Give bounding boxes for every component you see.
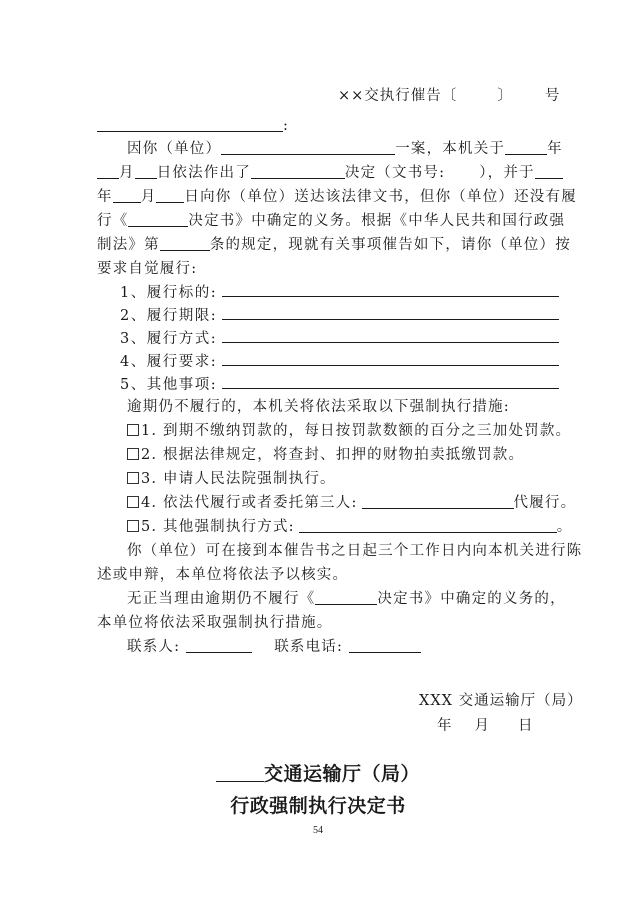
warning-line1 [97,587,566,611]
item-label: 5、其他事项: [120,377,218,393]
heading-title-text: 行政强制执行决定书 [230,795,406,817]
item-4 [120,350,217,374]
text: 你（单位）可在接到本催告书之日起三个工作日内向本机关进行陈 [127,543,583,559]
contact-phone-label: 联系电话: [274,639,344,655]
text: 制法》第 [97,237,160,253]
third-party-blank[interactable] [362,493,514,509]
item-4-blank[interactable] [222,364,559,366]
checkbox[interactable] [127,424,139,436]
page-number [0,825,636,836]
paragraph1-line3 [97,185,577,209]
contact-person-label: 联系人: [127,639,181,655]
text: 月 [119,165,135,181]
option-text: 1. 到期不缴纳罚款的，每日按罚款数额的百分之三加处罚款。 [141,423,572,439]
doc-number-bracket-close: 〕 [497,88,513,104]
paragraph1-line6 [97,257,562,281]
page-number-text: 54 [313,825,323,836]
doc-number-prefix: ××交执行催告〔 [338,88,458,104]
item-5-blank[interactable] [222,387,559,389]
text: 决定书》中确定的义务的， [377,591,566,607]
item-label: 3、履行方式: [120,331,218,347]
text: 决定书》中确定的义务。根据《中华人民共和国行政强 [188,213,566,229]
text: 日向你（单位）送达该法律文书，但你（单位）还没有履 [184,189,577,205]
contact-person-blank[interactable] [186,637,252,653]
option-1 [127,419,571,443]
text: 本单位将依法采取强制执行措施。 [97,615,333,631]
contact-phone-blank[interactable] [349,637,421,653]
date-year: 年 [437,718,453,734]
option-text: 3. 申请人民法院强制执行。 [141,471,336,487]
text: 行《 [97,213,129,229]
doc-number-suffix: 号 [544,88,561,104]
warning-decision-blank[interactable] [315,589,377,605]
decision-blank[interactable] [251,163,345,179]
contact-line [97,635,562,659]
text: 决定（文书号: [344,165,446,181]
option-4 [127,491,576,515]
text: 因你（单位） [127,141,222,157]
date-day: 日 [518,718,534,734]
item-label: 1、履行标的: [120,285,218,301]
article-blank[interactable] [160,235,210,251]
item-label: 2、履行期限: [120,308,218,324]
year-blank[interactable] [505,139,547,155]
checkbox[interactable] [127,496,139,508]
text: 年 [547,141,563,157]
org-name: XXX 交通运输厅（局） [419,693,583,709]
heading-org-text: 交通运输厅（局） [263,763,420,785]
day-blank[interactable] [135,163,157,179]
addressee-colon: : [283,118,290,134]
item-1 [120,281,217,305]
item-label: 4、履行要求: [120,354,218,370]
month-blank[interactable] [97,163,119,179]
text: 月 [140,189,157,205]
option-2 [127,443,524,467]
item-1-blank[interactable] [222,295,559,297]
decision-doc-blank[interactable] [128,211,188,227]
statement-line1 [97,539,583,563]
text: 述或申辩，本单位将依法予以核实。 [97,567,349,583]
paragraph1-line2 [97,161,562,185]
signature-org [419,689,583,710]
document-number [338,84,560,105]
text: 逾期仍不履行的，本机关将依法采取以下强制执行措施: [127,399,510,415]
item-5 [120,373,217,397]
measures-intro [127,395,510,419]
option-suffix: 代履行。 [513,495,577,511]
text: 条的规定，现就有关事项催告如下，请你（单位）按 [209,237,571,253]
option-3 [127,467,336,491]
option-text: 2. 根据法律规定，将查封、扣押的财物拍卖抵缴罚款。 [141,447,525,463]
item-3-blank[interactable] [222,341,559,343]
next-doc-heading-org [0,759,636,786]
org-blank[interactable] [216,762,264,782]
paragraph1-line4 [97,209,566,233]
checkbox[interactable] [127,472,139,484]
item-2 [120,304,217,328]
date-month: 月 [474,718,490,734]
delivery-year-blank[interactable] [535,163,563,179]
delivery-day-blank[interactable] [156,187,184,203]
text: 无正当理由逾期仍不履行《 [127,591,316,607]
other-measure-blank[interactable] [299,517,557,533]
delivery-month-blank[interactable] [113,187,141,203]
text: ），并于 [479,165,535,181]
next-doc-heading-title [0,791,636,818]
option-suffix: 。 [556,519,573,535]
addressee-line [97,114,562,138]
text: 年 [97,189,113,205]
statement-line2 [97,563,562,587]
paragraph1-line1 [97,137,562,161]
option-text: 4. 依法代履行或者委托第三人: [141,495,358,511]
warning-line2 [97,611,562,635]
option-5 [127,515,572,539]
addressee-blank[interactable] [97,116,283,132]
option-text: 5. 其他强制执行方式: [141,519,295,535]
item-2-blank[interactable] [222,318,559,320]
text: 日依法作出了 [156,165,251,181]
item-3 [120,327,217,351]
case-name-blank[interactable] [221,139,395,155]
signature-date [437,714,534,735]
checkbox[interactable] [127,448,139,460]
text: 要求自觉履行: [97,261,198,277]
checkbox[interactable] [127,520,139,532]
text: 一案，本机关于 [395,141,506,157]
paragraph1-line5 [97,233,571,257]
